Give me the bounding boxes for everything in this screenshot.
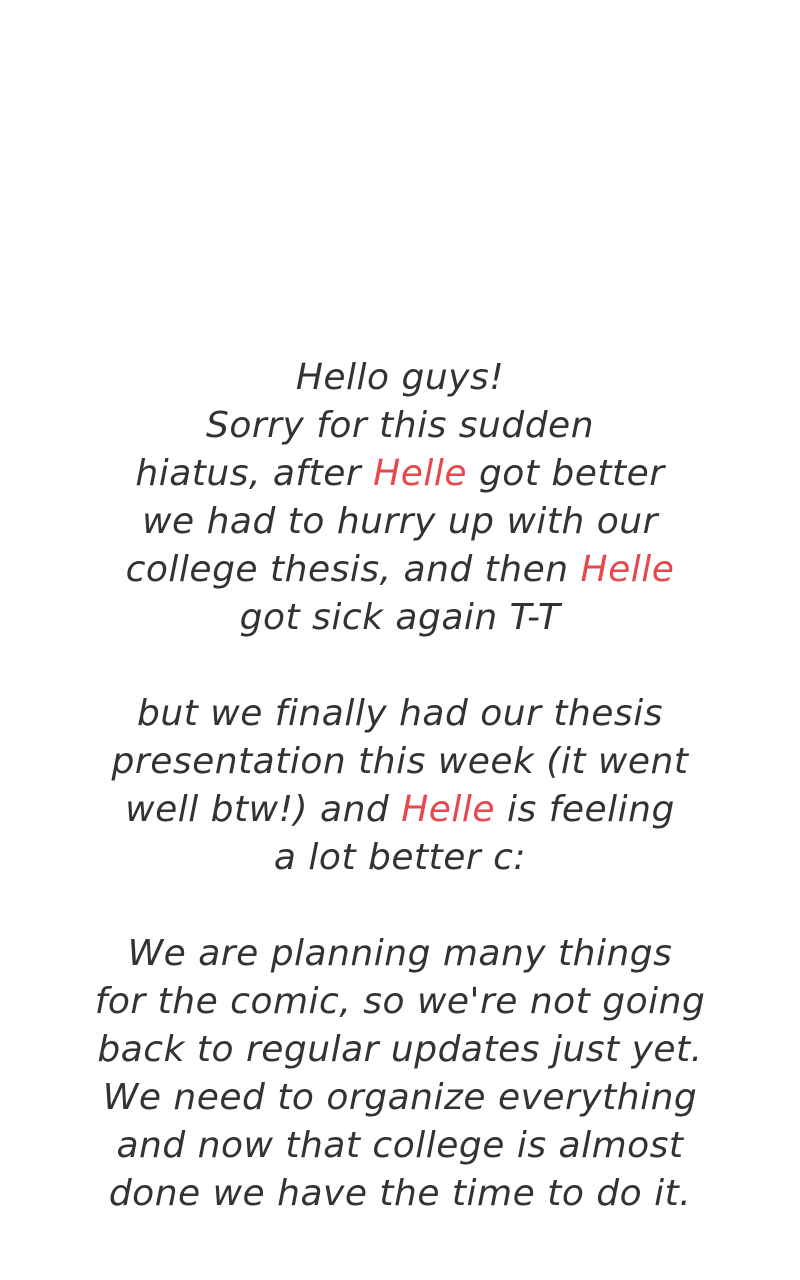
- note-line: [0, 450, 800, 498]
- note-text: hiatus, after: [135, 453, 374, 494]
- paragraph-gap: [0, 642, 800, 690]
- note-line: got sick again T-T: [239, 597, 561, 638]
- paragraph-gap: [0, 882, 800, 930]
- author-note: [0, 354, 800, 1218]
- note-text: well btw!) and: [125, 789, 402, 830]
- note-line: [0, 546, 800, 594]
- note-line: back to regular updates just yet.: [97, 1029, 703, 1070]
- note-line: done we have the time to do it.: [108, 1173, 692, 1214]
- note-line: and now that college is almost: [116, 1125, 684, 1166]
- note-line: Sorry for this sudden: [205, 405, 595, 446]
- note-line: for the comic, so we're not going: [94, 981, 706, 1022]
- note-line: [0, 786, 800, 834]
- note-line: we had to hurry up with our: [142, 501, 658, 542]
- author-name-highlight: Helle: [580, 549, 675, 590]
- note-line: We need to organize everything: [102, 1077, 698, 1118]
- note-text: college thesis, and then: [125, 549, 581, 590]
- note-line: Hello guys!: [295, 357, 505, 398]
- author-name-highlight: Helle: [401, 789, 496, 830]
- note-line: presentation this week (it went: [111, 741, 689, 782]
- note-line: but we finally had our thesis: [137, 693, 663, 734]
- author-name-highlight: Helle: [373, 453, 467, 494]
- note-text: got better: [467, 453, 665, 494]
- note-text: is feeling: [495, 789, 675, 830]
- note-line: We are planning many things: [127, 933, 673, 974]
- note-line: a lot better c:: [273, 837, 527, 878]
